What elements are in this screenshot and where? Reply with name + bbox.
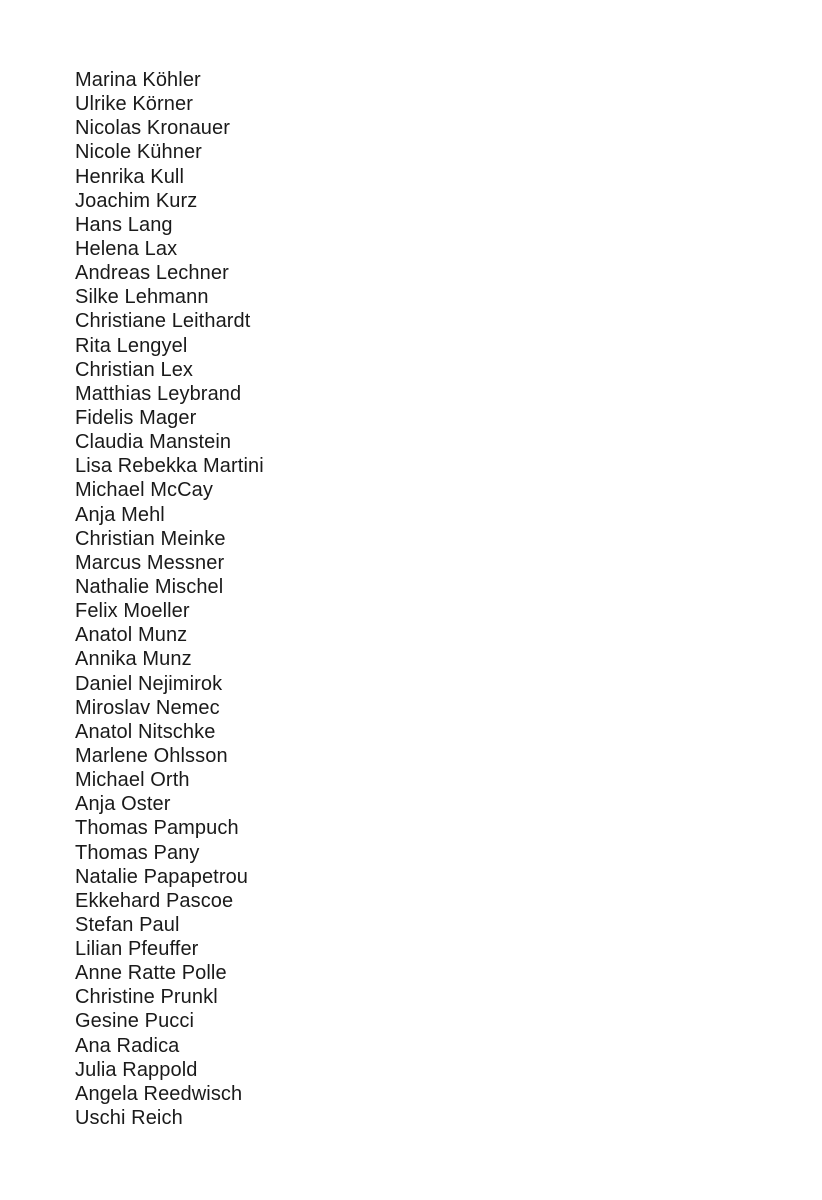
- list-item: Marina Köhler: [75, 69, 201, 91]
- list-item: Christiane Leithardt: [75, 310, 251, 333]
- list-item: Henrika Kull: [75, 165, 185, 188]
- list-item: Angela Reedwisch: [75, 1082, 243, 1105]
- list-item: Christian Meinke: [75, 527, 226, 550]
- list-item: Helena Lax: [75, 237, 178, 260]
- list-item: Michael McCay: [75, 479, 213, 502]
- list-item: Anne Ratte Polle: [75, 962, 227, 985]
- list-item: Gesine Pucci: [75, 1010, 195, 1033]
- list-item: Ulrike Körner: [75, 93, 193, 116]
- list-item: Nicole Kühner: [75, 141, 202, 164]
- list-item: Ekkehard Pascoe: [75, 889, 234, 912]
- list-item: Uschi Reich: [75, 1107, 183, 1130]
- list-item: Felix Moeller: [75, 600, 190, 623]
- list-item: Stefan Paul: [75, 913, 180, 936]
- list-item: Michael Orth: [75, 769, 190, 792]
- list-item: Anja Oster: [75, 793, 171, 816]
- list-item: Andreas Lechner: [75, 262, 229, 285]
- list-item: Daniel Nejimirok: [75, 672, 223, 695]
- list-item: Christian Lex: [75, 358, 194, 381]
- list-item: Anatol Nitschke: [75, 720, 216, 743]
- list-item: Lilian Pfeuffer: [75, 938, 199, 961]
- list-item: Marlene Ohlsson: [75, 744, 228, 767]
- list-item: Joachim Kurz: [75, 189, 198, 212]
- list-item: Nicolas Kronauer: [75, 117, 231, 140]
- list-item: Thomas Pampuch: [75, 817, 239, 840]
- list-item: Thomas Pany: [75, 841, 200, 864]
- list-item: Miroslav Nemec: [75, 696, 220, 719]
- list-item: Matthias Leybrand: [75, 382, 242, 405]
- list-item: Fidelis Mager: [75, 406, 197, 429]
- list-item: Nathalie Mischel: [75, 575, 224, 598]
- list-item: Natalie Papapetrou: [75, 865, 249, 888]
- list-item: Hans Lang: [75, 213, 173, 236]
- list-item: Ana Radica: [75, 1034, 180, 1057]
- list-item: Claudia Manstein: [75, 431, 232, 454]
- name-list: [75, 68, 264, 1130]
- list-item: Silke Lehmann: [75, 286, 209, 309]
- list-item: Julia Rappold: [75, 1058, 198, 1081]
- list-item: Rita Lengyel: [75, 334, 188, 357]
- list-item: Christine Prunkl: [75, 986, 218, 1009]
- list-item: Lisa Rebekka Martini: [75, 455, 264, 478]
- list-item: Anja Mehl: [75, 503, 165, 526]
- list-item: Anatol Munz: [75, 624, 188, 647]
- list-item: Marcus Messner: [75, 551, 225, 574]
- list-item: Annika Munz: [75, 648, 192, 671]
